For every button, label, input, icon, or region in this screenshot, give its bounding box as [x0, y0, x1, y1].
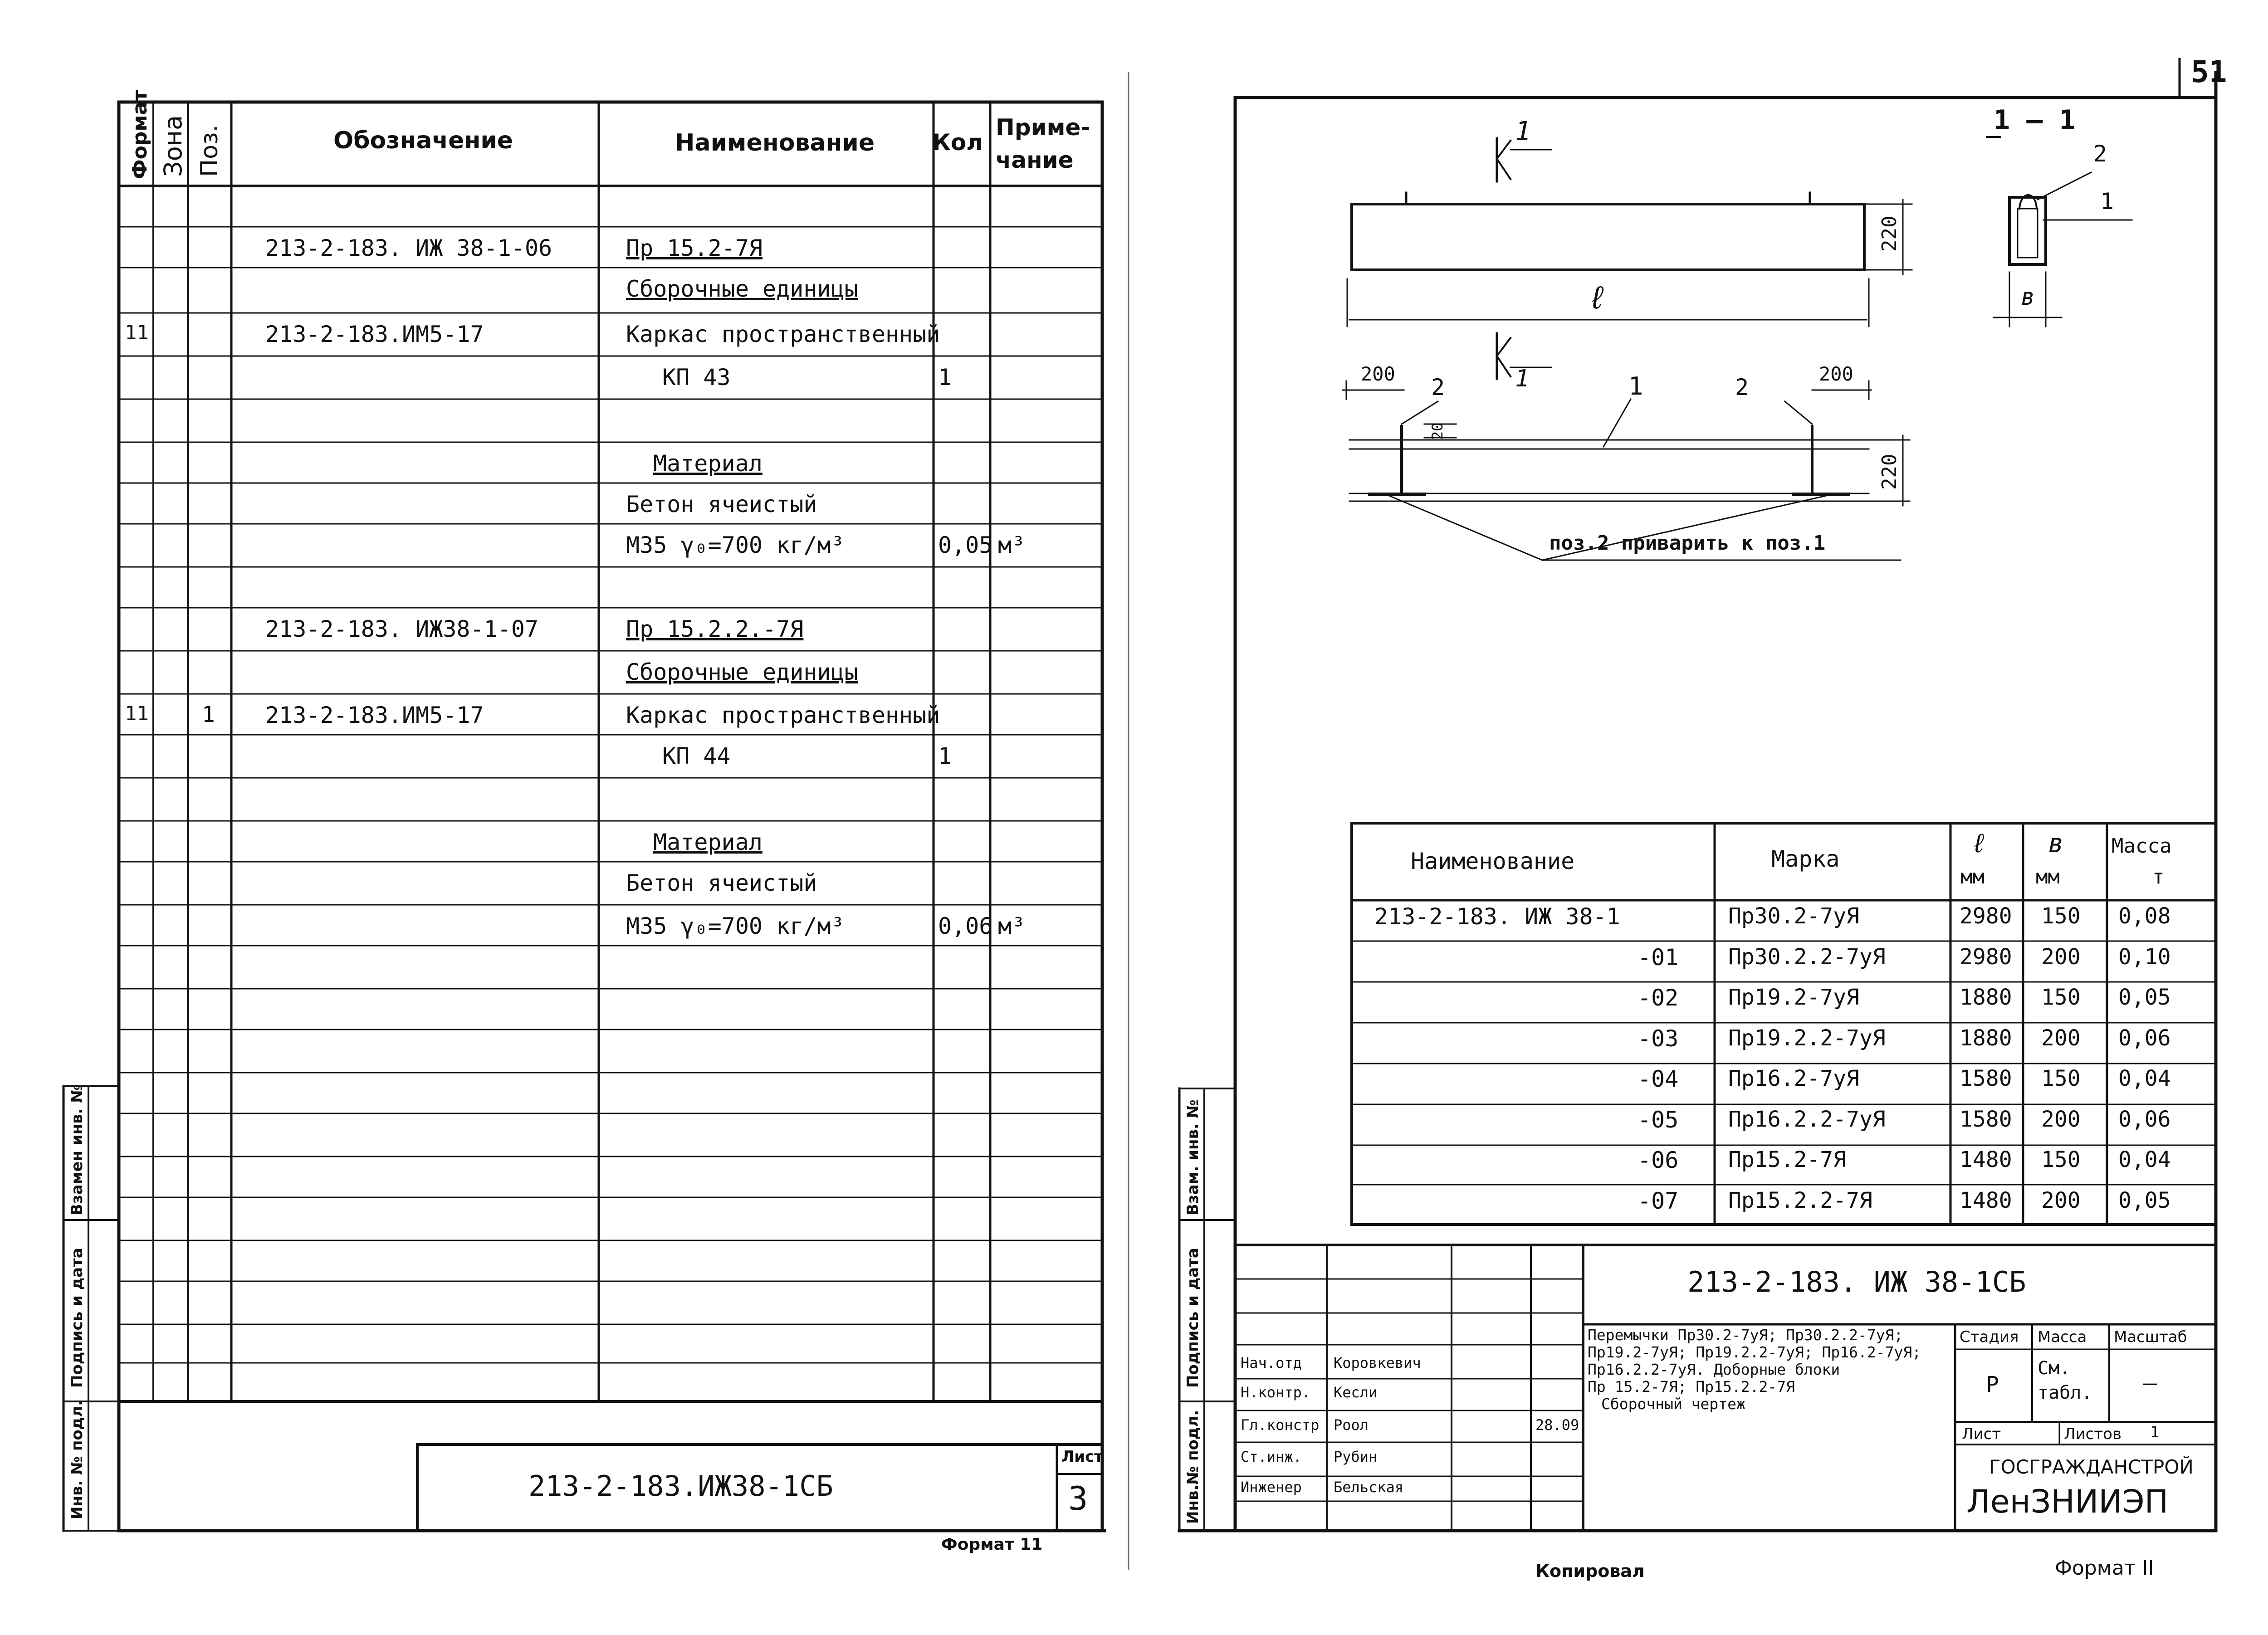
- staff-name: Кесли: [1334, 1384, 1378, 1401]
- description-line: Пр19.2-7уЯ; Пр19.2.2-7уЯ; Пр16.2-7уЯ;: [1588, 1343, 1921, 1361]
- cell-name: КП 43: [662, 364, 731, 390]
- staff-name: Роол: [1334, 1416, 1369, 1434]
- mark-cell-b: 150: [2041, 903, 2081, 929]
- scale-label: Масштаб: [2114, 1328, 2187, 1346]
- cell-name: М35 γ₀=700 кг/м³: [626, 913, 845, 939]
- side-label-replace-inv: Взамен инв. №: [68, 1084, 86, 1215]
- table-header-l: ℓ: [1971, 828, 1987, 859]
- table-header-l-unit: мм: [1960, 865, 1984, 888]
- mark-cell-l: 1580: [1960, 1066, 2012, 1091]
- side-label-inv-orig: Инв.№ подл.: [1184, 1410, 1202, 1524]
- mark-cell-l: 1480: [1960, 1187, 2012, 1213]
- stage-label: Стадия: [1960, 1328, 2019, 1346]
- side-label-sign-date: Подпись и дата: [68, 1248, 86, 1388]
- callout-2-section: 2: [2093, 141, 2107, 167]
- col-header-zone: Зона: [159, 115, 187, 177]
- cell-designation: 213-2-183.ИМ5-17: [265, 702, 484, 728]
- mark-cell-b: 200: [2041, 1106, 2081, 1132]
- mark-cell-mark: Пр19.2.2-7уЯ: [1728, 1025, 1886, 1051]
- staff-role: Ст.инж.: [1241, 1448, 1302, 1465]
- col-header-name: Наименование: [675, 129, 875, 156]
- section-label: 1 — 1: [1994, 104, 2076, 136]
- col-header-qty: Кол: [932, 129, 983, 156]
- mark-cell-mark: Пр30.2.2-7уЯ: [1728, 944, 1886, 970]
- mark-cell-name: -04: [1637, 1066, 1679, 1092]
- mark-cell-mass: 0,05: [2118, 985, 2171, 1010]
- dim-width: в: [2021, 283, 2035, 311]
- callout-1-section: 1: [2100, 188, 2114, 215]
- description-line: Пр 15.2-7Я; Пр15.2.2-7Я: [1588, 1378, 1795, 1396]
- section-mark-top: 1: [1515, 116, 1531, 146]
- cell-name: М35 γ₀=700 кг/м³: [626, 532, 845, 558]
- cell-qty: 0,05: [938, 532, 993, 558]
- mark-cell-b: 150: [2041, 1066, 2081, 1091]
- mark-cell-l: 1880: [1960, 1025, 2012, 1051]
- cell-name: Бетон ячеистый: [626, 491, 817, 517]
- staff-role: Гл.констр: [1241, 1416, 1320, 1434]
- org-top: ГОСГРАЖДАНСТРОЙ: [1989, 1456, 2194, 1478]
- col-header-note: Приме- чание: [996, 114, 1090, 173]
- cell-format: 11: [125, 321, 149, 344]
- mass-label: Масса: [2038, 1328, 2087, 1346]
- stamp-code: 213-2-183.ИЖ38-1СБ: [528, 1469, 833, 1503]
- callout-1-plan: 1: [1628, 372, 1643, 400]
- description-line: Пр16.2.2-7уЯ. Доборные блоки: [1588, 1361, 1840, 1378]
- cell-name: Сборочные единицы: [626, 659, 858, 685]
- sheet-label: Лист: [1061, 1448, 1103, 1466]
- cell-name: Пр 15.2.2.-7Я: [626, 616, 804, 642]
- format-label: Формат 11: [941, 1535, 1043, 1554]
- table-header-mark: Марка: [1771, 846, 1840, 872]
- mark-cell-name: -05: [1637, 1106, 1679, 1133]
- mark-cell-mark: Пр19.2-7уЯ: [1728, 985, 1859, 1010]
- mark-cell-mass: 0,04: [2118, 1147, 2171, 1172]
- mark-cell-l: 1580: [1960, 1106, 2012, 1132]
- staff-name: Бельская: [1334, 1479, 1404, 1496]
- mark-cell-b: 150: [2041, 1147, 2081, 1172]
- cell-name: Бетон ячеистый: [626, 870, 817, 896]
- mark-cell-mark: Пр30.2-7уЯ: [1728, 903, 1859, 929]
- sheets-label: Листов: [2064, 1425, 2122, 1443]
- weld-note: поз.2 приварить к поз.1: [1549, 532, 1826, 555]
- sheet-label-right: Лист: [1962, 1425, 2001, 1443]
- copied-label: Копировал: [1535, 1561, 1645, 1581]
- staff-role: Н.контр.: [1241, 1384, 1311, 1401]
- cell-note: м³: [998, 532, 1026, 558]
- mark-cell-b: 150: [2041, 985, 2081, 1010]
- side-label-replace-inv: Взам. инв. №: [1184, 1099, 1202, 1215]
- title-block-code: 213-2-183. ИЖ 38-1СБ: [1687, 1265, 2026, 1298]
- table-header-mass: Масса: [2112, 835, 2172, 858]
- mark-cell-mark: Пр15.2-7Я: [1728, 1147, 1847, 1172]
- mark-cell-mark: Пр16.2.2-7уЯ: [1728, 1106, 1886, 1132]
- mark-cell-mass: 0,10: [2118, 944, 2171, 970]
- table-header-b: в: [2048, 828, 2064, 859]
- dim-offset-left: 200: [1361, 363, 1395, 385]
- sheets-value: 1: [2150, 1423, 2160, 1441]
- section-mark-bottom: 1: [1515, 365, 1530, 392]
- mark-cell-name: -07: [1637, 1187, 1679, 1214]
- cell-name: Сборочные единицы: [626, 276, 858, 302]
- mark-cell-b: 200: [2041, 1025, 2081, 1051]
- mark-cell-mass: 0,08: [2118, 903, 2171, 929]
- col-header-pos: Поз.: [196, 124, 223, 177]
- description-line: Перемычки Пр30.2-7уЯ; Пр30.2.2-7уЯ;: [1588, 1326, 1903, 1344]
- format-label-right: Формат II: [2055, 1557, 2154, 1580]
- cell-qty: 1: [938, 364, 952, 390]
- mark-cell-l: 1480: [1960, 1147, 2012, 1172]
- stage-value: Р: [1986, 1372, 1999, 1397]
- mark-cell-name: 213-2-183. ИЖ 38-1: [1374, 903, 1620, 930]
- scale-value: —: [2143, 1370, 2157, 1396]
- col-header-designation: Обозначение: [333, 127, 513, 154]
- cell-name: КП 44: [662, 743, 731, 769]
- sheet-number: 3: [1068, 1479, 1088, 1518]
- mark-cell-name: -03: [1637, 1025, 1679, 1052]
- table-header-b-unit: мм: [2036, 865, 2060, 888]
- mark-cell-mass: 0,05: [2118, 1187, 2171, 1213]
- description-line: Сборочный чертеж: [1601, 1395, 1745, 1413]
- page-number: 51: [2191, 54, 2227, 89]
- cell-qty: 0,06: [938, 913, 993, 939]
- dim-small: 20: [1429, 422, 1446, 440]
- cell-qty: 1: [938, 743, 952, 769]
- dim-offset-right: 200: [1819, 363, 1853, 385]
- col-header-format: Формат: [128, 90, 152, 179]
- callout-2-left: 2: [1431, 374, 1445, 400]
- mark-cell-b: 200: [2041, 944, 2081, 970]
- mark-cell-mass: 0,04: [2118, 1066, 2171, 1091]
- staff-name: Рубин: [1334, 1448, 1378, 1465]
- cell-name: Материал: [653, 450, 763, 477]
- mark-cell-l: 2980: [1960, 944, 2012, 970]
- dim-height-elev: 220: [1878, 215, 1901, 252]
- mark-cell-name: -01: [1637, 944, 1679, 971]
- cell-format: 11: [125, 702, 149, 725]
- staff-role: Инженер: [1241, 1479, 1302, 1496]
- cell-name: Каркас пространственный: [626, 321, 940, 347]
- cell-name: Материал: [653, 829, 763, 855]
- mark-cell-mark: Пр16.2-7уЯ: [1728, 1066, 1859, 1091]
- mark-cell-name: -02: [1637, 985, 1679, 1011]
- mass-value: См. табл.: [2038, 1358, 2092, 1403]
- side-label-sign-date: Подпись и дата: [1184, 1248, 1202, 1388]
- staff-date: 28.09: [1535, 1416, 1579, 1434]
- staff-role: Нач.отд: [1241, 1354, 1302, 1371]
- side-label-inv-orig: Инв. № подл.: [68, 1400, 86, 1519]
- cell-name: Пр 15.2-7Я: [626, 235, 763, 261]
- table-header-name: Наименование: [1411, 848, 1575, 874]
- cell-name: Каркас пространственный: [626, 702, 940, 728]
- cell-pos: 1: [202, 702, 215, 727]
- org-main: ЛенЗНИИЭП: [1966, 1483, 2169, 1520]
- dim-height-plan: 220: [1878, 454, 1901, 490]
- dim-length: ℓ: [1588, 279, 1607, 316]
- cell-designation: 213-2-183. ИЖ 38-1-06: [265, 235, 552, 261]
- title-block-description: [1588, 1327, 1921, 1413]
- mark-cell-name: -06: [1637, 1147, 1679, 1173]
- staff-name: Коровкевич: [1334, 1354, 1421, 1371]
- mark-cell-b: 200: [2041, 1187, 2081, 1213]
- mark-cell-mass: 0,06: [2118, 1025, 2171, 1051]
- mark-cell-l: 2980: [1960, 903, 2012, 929]
- cell-designation: 213-2-183. ИЖ38-1-07: [265, 616, 539, 642]
- mark-cell-l: 1880: [1960, 985, 2012, 1010]
- table-header-mass-unit: т: [2152, 865, 2165, 888]
- callout-2-right: 2: [1735, 374, 1749, 400]
- mark-cell-mass: 0,06: [2118, 1106, 2171, 1132]
- mark-cell-mark: Пр15.2.2-7Я: [1728, 1187, 1872, 1213]
- cell-designation: 213-2-183.ИМ5-17: [265, 321, 484, 347]
- cell-note: м³: [998, 913, 1026, 939]
